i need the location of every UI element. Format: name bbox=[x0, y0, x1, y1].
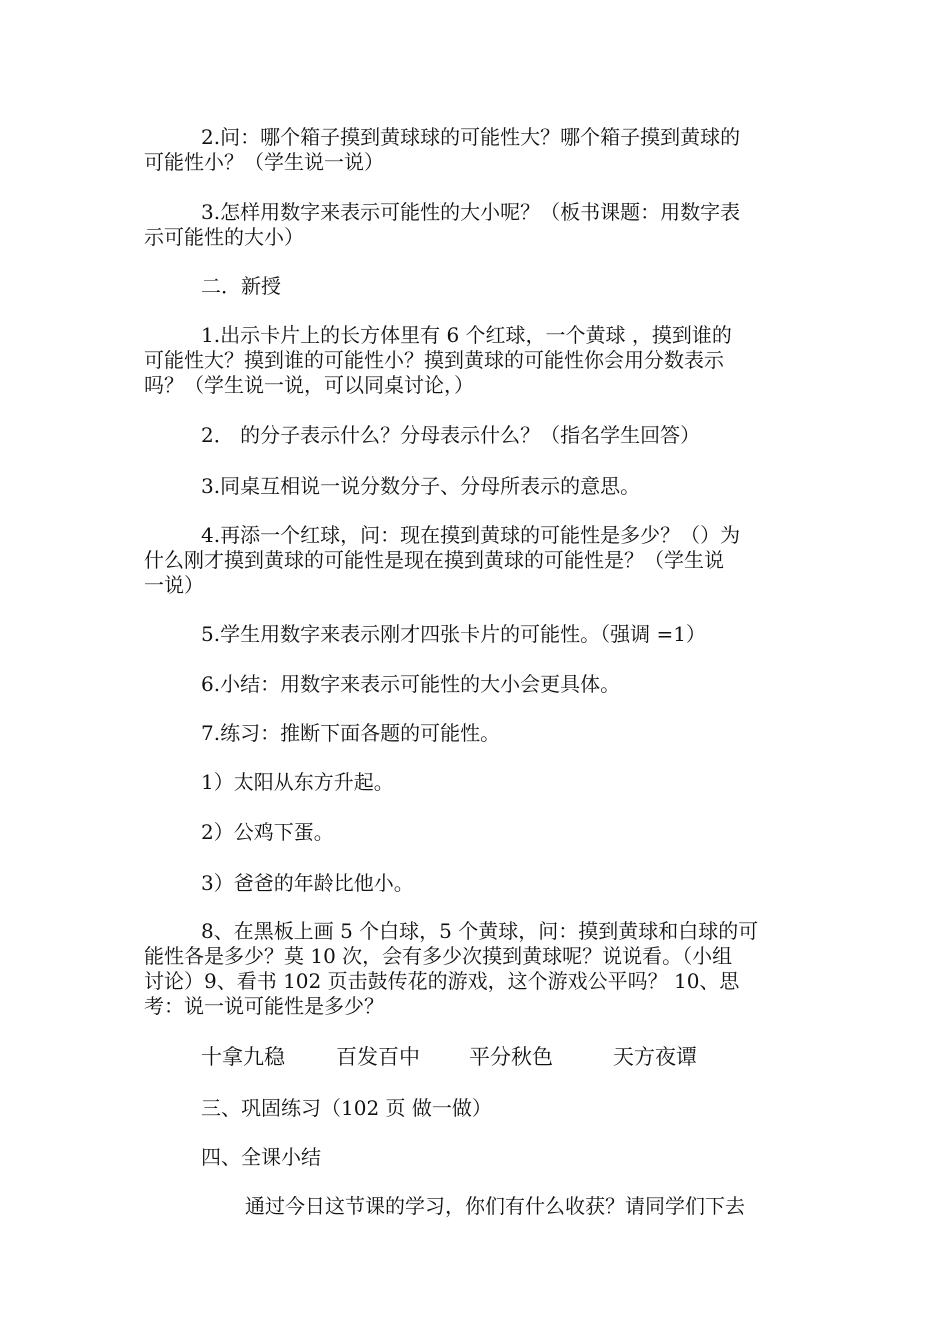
text-line: 7.练习：推断下面各题的可能性。 bbox=[201, 721, 501, 745]
text-line: 吗？（学生说一说，可以同桌讨论，） bbox=[144, 373, 474, 397]
text-line: 4.再添一个红球，问：现在摸到黄球的可能性是多少？（）为 bbox=[201, 523, 741, 547]
text-line: 3）爸爸的年龄比他小。 bbox=[201, 871, 414, 895]
text-line: 可能性小？（学生说一说） bbox=[144, 150, 384, 174]
idiom-item: 天方夜谭 bbox=[613, 1045, 697, 1069]
text-line: 讨论）9、看书 102 页击鼓传花的游戏，这个游戏公平吗？ 10、思 bbox=[144, 969, 740, 993]
text-line: 一说） bbox=[144, 573, 204, 597]
exercise-item-1 bbox=[144, 770, 812, 795]
paragraph-step5 bbox=[144, 622, 812, 647]
text-line: 能性各是多少？莫 10 次，会有多少次摸到黄球呢？说说看。（小组 bbox=[144, 944, 733, 968]
section-heading-summary bbox=[144, 1145, 812, 1170]
exercise-item-3 bbox=[144, 871, 812, 896]
text-line: 考：说一说可能性是多少？ bbox=[144, 994, 384, 1018]
text-line: 1.出示卡片上的长方体里有 6 个红球，一个黄球 ，摸到谁的 bbox=[201, 323, 732, 347]
text-line: 通过今日这节课的学习，你们有什么收获？请同学们下去 bbox=[245, 1194, 745, 1218]
idiom-item: 平分秋色 bbox=[469, 1045, 553, 1069]
idiom-item: 百发百中 bbox=[336, 1045, 420, 1069]
paragraph-step1 bbox=[144, 323, 812, 398]
text-line: 3.怎样用数字来表示可能性的大小呢？（板书课题：用数字表 bbox=[201, 200, 741, 224]
text-line: 2）公鸡下蛋。 bbox=[201, 820, 334, 844]
text-line: 6.小结：用数字来表示可能性的大小会更具体。 bbox=[201, 672, 621, 696]
text-line: 5.学生用数字来表示刚才四张卡片的可能性。（强调 =1） bbox=[201, 622, 706, 646]
text-line: 2.问：哪个箱子摸到黄球球的可能性大？哪个箱子摸到黄球的 bbox=[201, 125, 741, 149]
text-line: 四、全课小结 bbox=[201, 1145, 321, 1169]
paragraph-q3 bbox=[144, 200, 812, 250]
text-line: 1）太阳从东方升起。 bbox=[201, 770, 394, 794]
paragraph-step2 bbox=[144, 423, 812, 448]
text-line: 三、巩固练习（102 页 做一做） bbox=[201, 1096, 492, 1120]
paragraph-q2 bbox=[144, 125, 812, 175]
text-line: 8、在黑板上画 5 个白球，5 个黄球，问：摸到黄球和白球的可 bbox=[201, 919, 759, 943]
paragraph-summary bbox=[144, 1194, 812, 1219]
exercise-item-2 bbox=[144, 820, 812, 845]
text-line: 2． 的分子表示什么？分母表示什么？（指名学生回答） bbox=[201, 423, 701, 447]
section-heading-new-lesson bbox=[144, 274, 812, 299]
paragraph-step8 bbox=[144, 919, 812, 1019]
idiom-item: 十拿九稳 bbox=[201, 1045, 285, 1069]
paragraph-step3 bbox=[144, 474, 812, 499]
section-heading-consolidation bbox=[144, 1096, 812, 1121]
paragraph-step7 bbox=[144, 721, 812, 746]
text-line: 3.同桌互相说一说分数分子、分母所表示的意思。 bbox=[201, 474, 641, 498]
paragraph-step4 bbox=[144, 523, 812, 598]
text-line: 二．新授 bbox=[201, 274, 281, 298]
paragraph-step6 bbox=[144, 672, 812, 697]
text-line: 可能性大？摸到谁的可能性小？摸到黄球的可能性你会用分数表示 bbox=[144, 348, 724, 372]
text-line: 示可能性的大小） bbox=[144, 225, 304, 249]
text-line: 什么刚才摸到黄球的可能性是现在摸到黄球的可能性是？（学生说 bbox=[144, 548, 724, 572]
